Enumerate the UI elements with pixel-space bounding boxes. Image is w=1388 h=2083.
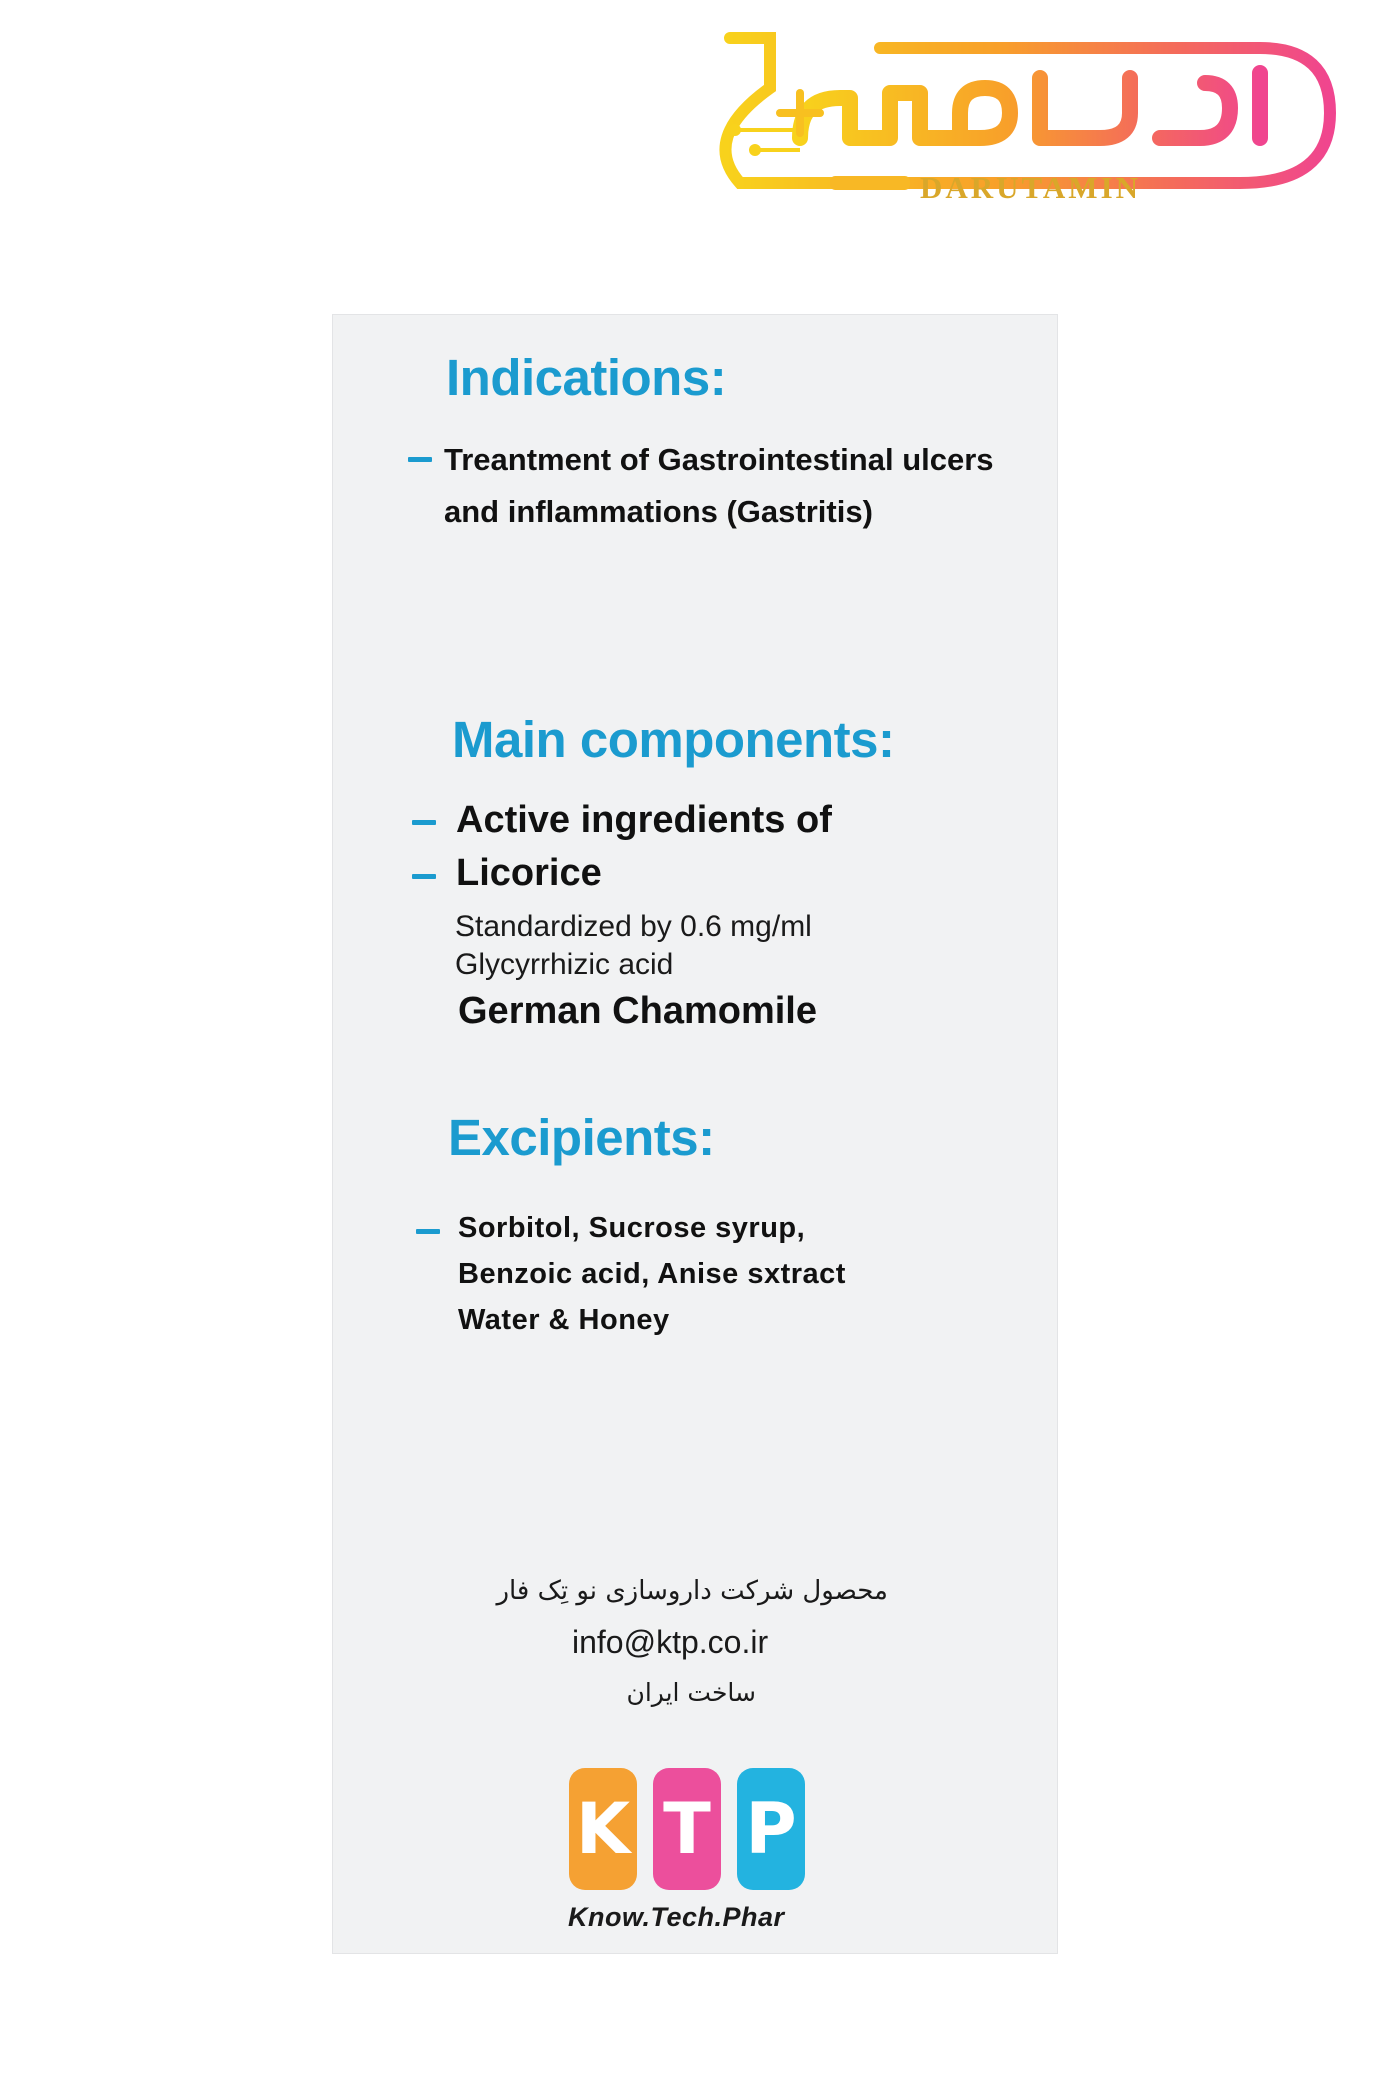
component-standard-line-1: Standardized by 0.6 mg/ml (455, 910, 812, 943)
component-item-active-ingredients: Active ingredients of (456, 799, 832, 841)
component-item-german-chamomile: German Chamomile (458, 990, 817, 1032)
components-heading: Main components: (452, 711, 895, 768)
indications-line-1: Treantment of Gastrointestinal ulcers (444, 442, 994, 477)
excipients-line-3: Water & Honey (458, 1304, 670, 1336)
excipients-heading: Excipients: (448, 1109, 715, 1166)
indications-heading: Indications: (446, 349, 727, 406)
indications-bullet-dash (408, 457, 432, 462)
darutamin-persian-name (680, 18, 684, 19)
component-bullet-dash-1 (412, 820, 436, 825)
component-item-licorice: Licorice (456, 852, 602, 894)
darutamin-watermark-logo (680, 18, 1360, 218)
ktp-logo-letter-k: K (569, 1768, 637, 1890)
ktp-logo-letter-p: P (737, 1768, 805, 1890)
carton-panel (332, 314, 1058, 1954)
manufacturer-product-of: محصول شرکت داروسازی نو تِک فار (496, 1576, 888, 1606)
component-standard-line-2: Glycyrrhizic acid (455, 948, 674, 981)
excipients-line-1: Sorbitol, Sucrose syrup, (458, 1212, 806, 1244)
ktp-logo-letter-t: T (653, 1768, 721, 1890)
excipients-line-2: Benzoic acid, Anise sxtract (458, 1258, 846, 1290)
indications-line-2: and inflammations (Gastritis) (444, 494, 873, 529)
excipients-bullet-dash (416, 1229, 440, 1234)
manufacturer-made-in: ساخت ایران (626, 1678, 756, 1707)
component-bullet-dash-2 (412, 874, 436, 879)
darutamin-latin-name: DARUTAMIN (920, 170, 1142, 205)
ktp-logo-tagline: Know.Tech.Phar (568, 1902, 785, 1932)
manufacturer-email: info@ktp.co.ir (572, 1624, 769, 1660)
